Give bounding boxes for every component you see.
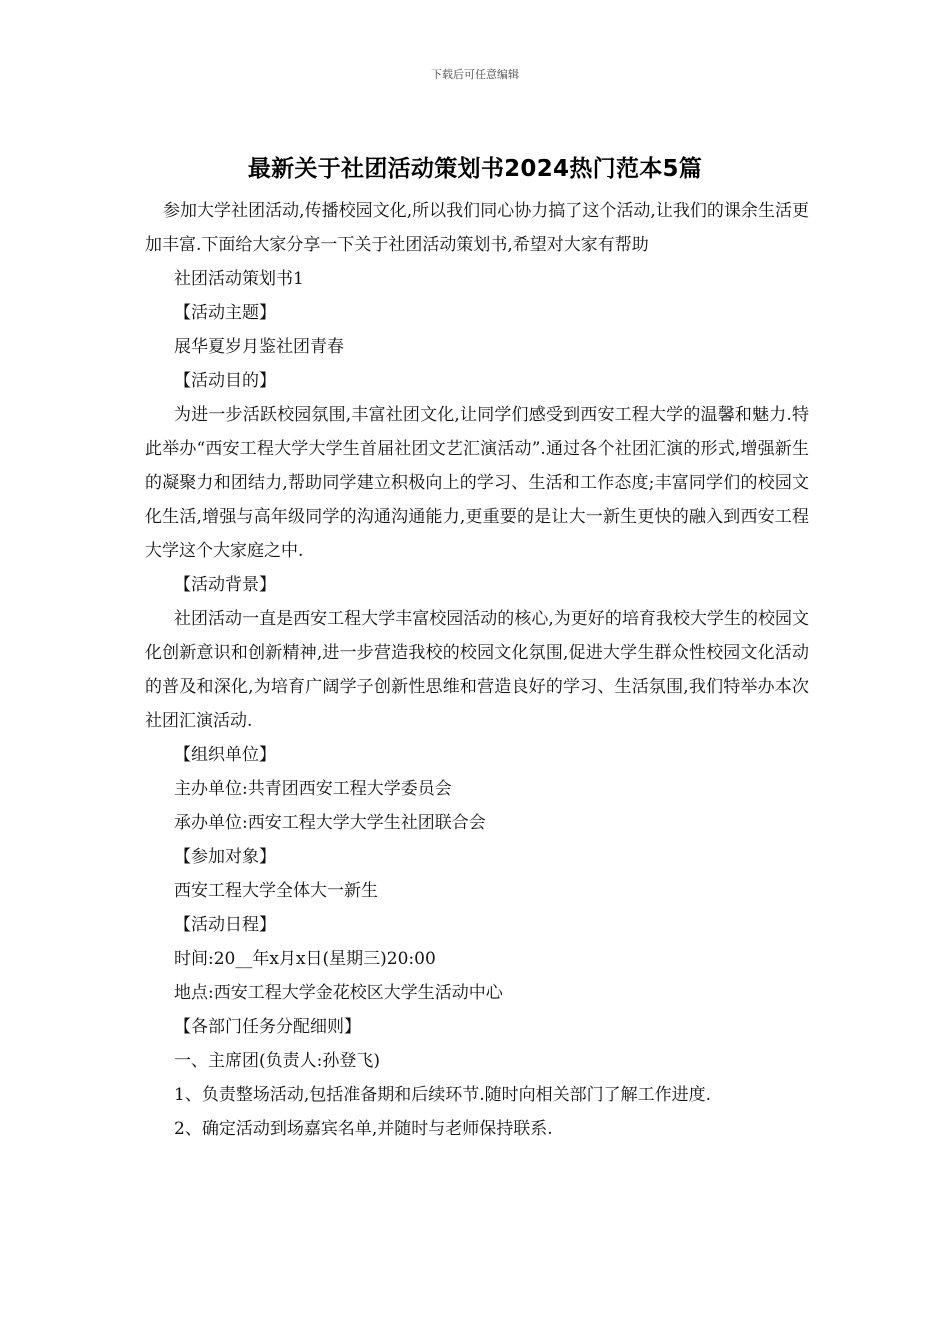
- intro-paragraph: 参加大学社团活动,传播校园文化,所以我们同心协力搞了这个活动,让我们的课余生活更加丰富.下面给大家分享一下关于社团活动策划书,希望对大家有帮助: [145, 201, 809, 255]
- paragraph: 2、确定活动到场嘉宾名单,并随时与老师保持联系.: [174, 1119, 553, 1139]
- document-body: [145, 194, 809, 1146]
- paragraph: 1、负责整场活动,包括准备期和后续环节.随时向相关部门了解工作进度.: [174, 1085, 712, 1105]
- paragraph: 为进一步活跃校园氛围,丰富社团文化,让同学们感受到西安工程大学的温馨和魅力.特此举办“西安工程大学大学生首届社团文艺汇演活动”.通过各个社团汇演的形式,增强新生的凝聚力和团结力,帮助同学建立积极向上的学习、生活和工作态度;丰富同学们的校园文化生活,增强与高年级同学的沟通沟通能力,更重要的是让大一新生更快的融入到西安工程大学这个大家庭之中.: [145, 405, 809, 561]
- subheading-schedule: 【活动日程】: [174, 915, 276, 935]
- paragraph: 展华夏岁月鉴社团青春: [174, 337, 344, 357]
- section-heading: 社团活动策划书1: [174, 269, 304, 289]
- subheading-organizers: 【组织单位】: [174, 745, 276, 765]
- paragraph: 社团活动一直是西安工程大学丰富校园活动的核心,为更好的培育我校大学生的校园文化创新意识和创新精神,进一步营造我校的校园文化氛围,促进大学生群众性校园文化活动的普及和深化,为培育广阔学子创新性思维和营造良好的学习、生活氛围,我们特举办本次社团汇演活动.: [145, 609, 809, 731]
- paragraph: 时间:20__年x月x日(星期三)20:00: [174, 949, 436, 969]
- paragraph: 西安工程大学全体大一新生: [174, 881, 378, 901]
- paragraph: 主办单位:共青团西安工程大学委员会: [174, 779, 452, 799]
- paragraph: 地点:西安工程大学金花校区大学生活动中心: [174, 983, 503, 1003]
- subheading-background: 【活动背景】: [174, 575, 276, 595]
- paragraph: 承办单位:西安工程大学大学生社团联合会: [174, 813, 486, 833]
- paragraph: 一、主席团(负责人:孙登飞): [174, 1051, 380, 1071]
- subheading-participants: 【参加对象】: [174, 847, 276, 867]
- subheading-tasks: 【各部门任务分配细则】: [174, 1017, 361, 1037]
- subheading-purpose: 【活动目的】: [174, 371, 276, 391]
- document-title: 最新关于社团活动策划书2024热门范本5篇: [247, 156, 703, 182]
- header-note: 下载后可任意编辑: [431, 68, 519, 81]
- subheading-theme: 【活动主题】: [174, 303, 276, 323]
